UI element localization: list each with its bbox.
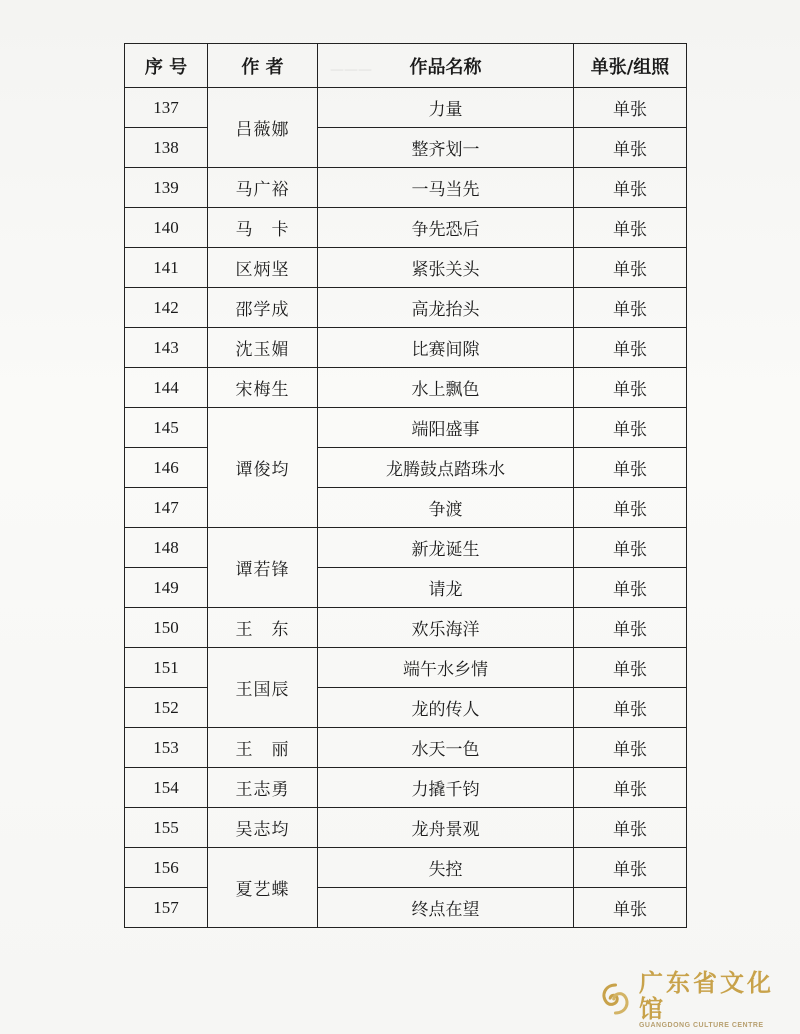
cell-author: 谭俊均 [208, 408, 318, 528]
cell-type: 单张 [574, 768, 687, 808]
cell-type: 单张 [574, 888, 687, 928]
table-row [125, 328, 687, 368]
cell-type: 单张 [574, 488, 687, 528]
cell-number: 155 [125, 808, 208, 848]
cell-type: 单张 [574, 368, 687, 408]
header-type: 单张/组照 [574, 44, 687, 88]
cell-type: 单张 [574, 688, 687, 728]
cell-number: 153 [125, 728, 208, 768]
logo-english-name: GUANGDONG CULTURE CENTRE [638, 1021, 764, 1029]
cell-title: 高龙抬头 [318, 288, 574, 328]
cell-title: 力撬千钧 [318, 768, 574, 808]
cell-author: 王 东 [208, 608, 318, 648]
award-table [124, 43, 687, 928]
cell-number: 154 [125, 768, 208, 808]
cell-type: 单张 [574, 528, 687, 568]
table-row [125, 648, 687, 688]
cell-number: 148 [125, 528, 208, 568]
logo-chinese-name: 广东省文化馆 [638, 968, 774, 1023]
table-row [125, 208, 687, 248]
table-body [125, 88, 687, 928]
cell-author: 宋梅生 [208, 368, 318, 408]
table-row [125, 528, 687, 568]
table-row [125, 248, 687, 288]
cell-number: 144 [125, 368, 208, 408]
cell-title: 欢乐海洋 [318, 608, 574, 648]
cell-number: 152 [125, 688, 208, 728]
cell-number: 149 [125, 568, 208, 608]
cell-author: 夏艺蝶 [208, 848, 318, 928]
cell-title: 龙舟景观 [318, 808, 574, 848]
cell-number: 156 [125, 848, 208, 888]
cell-type: 单张 [574, 728, 687, 768]
table-row [125, 168, 687, 208]
cell-number: 139 [125, 168, 208, 208]
table-row [125, 848, 687, 888]
cell-author: 邵学成 [208, 288, 318, 328]
table-row [125, 408, 687, 448]
table-row [125, 728, 687, 768]
cell-author: 区炳坚 [208, 248, 318, 288]
table-header-row [125, 44, 687, 88]
cell-number: 150 [125, 608, 208, 648]
table-row [125, 768, 687, 808]
cell-author: 王 丽 [208, 728, 318, 768]
cell-title: 请龙 [318, 568, 574, 608]
cell-number: 137 [125, 88, 208, 128]
cell-author: 马 卡 [208, 208, 318, 248]
cell-title: 端午水乡情 [318, 648, 574, 688]
cell-type: 单张 [574, 448, 687, 488]
cell-type: 单张 [574, 88, 687, 128]
cell-type: 单张 [574, 208, 687, 248]
cell-type: 单张 [574, 648, 687, 688]
cell-title: 失控 [318, 848, 574, 888]
cell-type: 单张 [574, 408, 687, 448]
cell-author: 沈玉媚 [208, 328, 318, 368]
cell-number: 151 [125, 648, 208, 688]
cell-title: 争先恐后 [318, 208, 574, 248]
cell-author: 马广裕 [208, 168, 318, 208]
cell-number: 140 [125, 208, 208, 248]
cell-number: 146 [125, 448, 208, 488]
cell-title: 整齐划一 [318, 128, 574, 168]
table-row [125, 808, 687, 848]
header-number: 序 号 [125, 44, 208, 88]
cell-author: 谭若锋 [208, 528, 318, 608]
cell-title: 水天一色 [318, 728, 574, 768]
cell-title: 龙腾鼓点踏珠水 [318, 448, 574, 488]
cell-title: 水上飘色 [318, 368, 574, 408]
cell-number: 141 [125, 248, 208, 288]
table-row [125, 288, 687, 328]
logo-swirl-icon [598, 980, 633, 1018]
cell-number: 145 [125, 408, 208, 448]
header-title: 作品名称 [318, 44, 574, 88]
cell-type: 单张 [574, 608, 687, 648]
cell-title: 力量 [318, 88, 574, 128]
cell-type: 单张 [574, 808, 687, 848]
cell-title: 新龙诞生 [318, 528, 574, 568]
cell-title: 端阳盛事 [318, 408, 574, 448]
cell-type: 单张 [574, 848, 687, 888]
header-author: 作 者 [208, 44, 318, 88]
table-row [125, 608, 687, 648]
cell-author: 吴志均 [208, 808, 318, 848]
cell-author: 吕薇娜 [208, 88, 318, 168]
cell-number: 138 [125, 128, 208, 168]
cell-type: 单张 [574, 248, 687, 288]
cell-type: 单张 [574, 128, 687, 168]
cell-author: 王国辰 [208, 648, 318, 728]
cell-title: 比赛间隙 [318, 328, 574, 368]
cell-author: 王志勇 [208, 768, 318, 808]
cell-type: 单张 [574, 328, 687, 368]
cell-number: 142 [125, 288, 208, 328]
organization-logo [598, 968, 788, 1029]
cell-number: 157 [125, 888, 208, 928]
cell-title: 龙的传人 [318, 688, 574, 728]
cell-type: 单张 [574, 568, 687, 608]
table-row [125, 368, 687, 408]
cell-type: 单张 [574, 288, 687, 328]
table-row [125, 88, 687, 128]
cell-title: 一马当先 [318, 168, 574, 208]
cell-title: 终点在望 [318, 888, 574, 928]
cell-type: 单张 [574, 168, 687, 208]
cell-number: 147 [125, 488, 208, 528]
cell-number: 143 [125, 328, 208, 368]
cell-title: 争渡 [318, 488, 574, 528]
cell-title: 紧张关头 [318, 248, 574, 288]
